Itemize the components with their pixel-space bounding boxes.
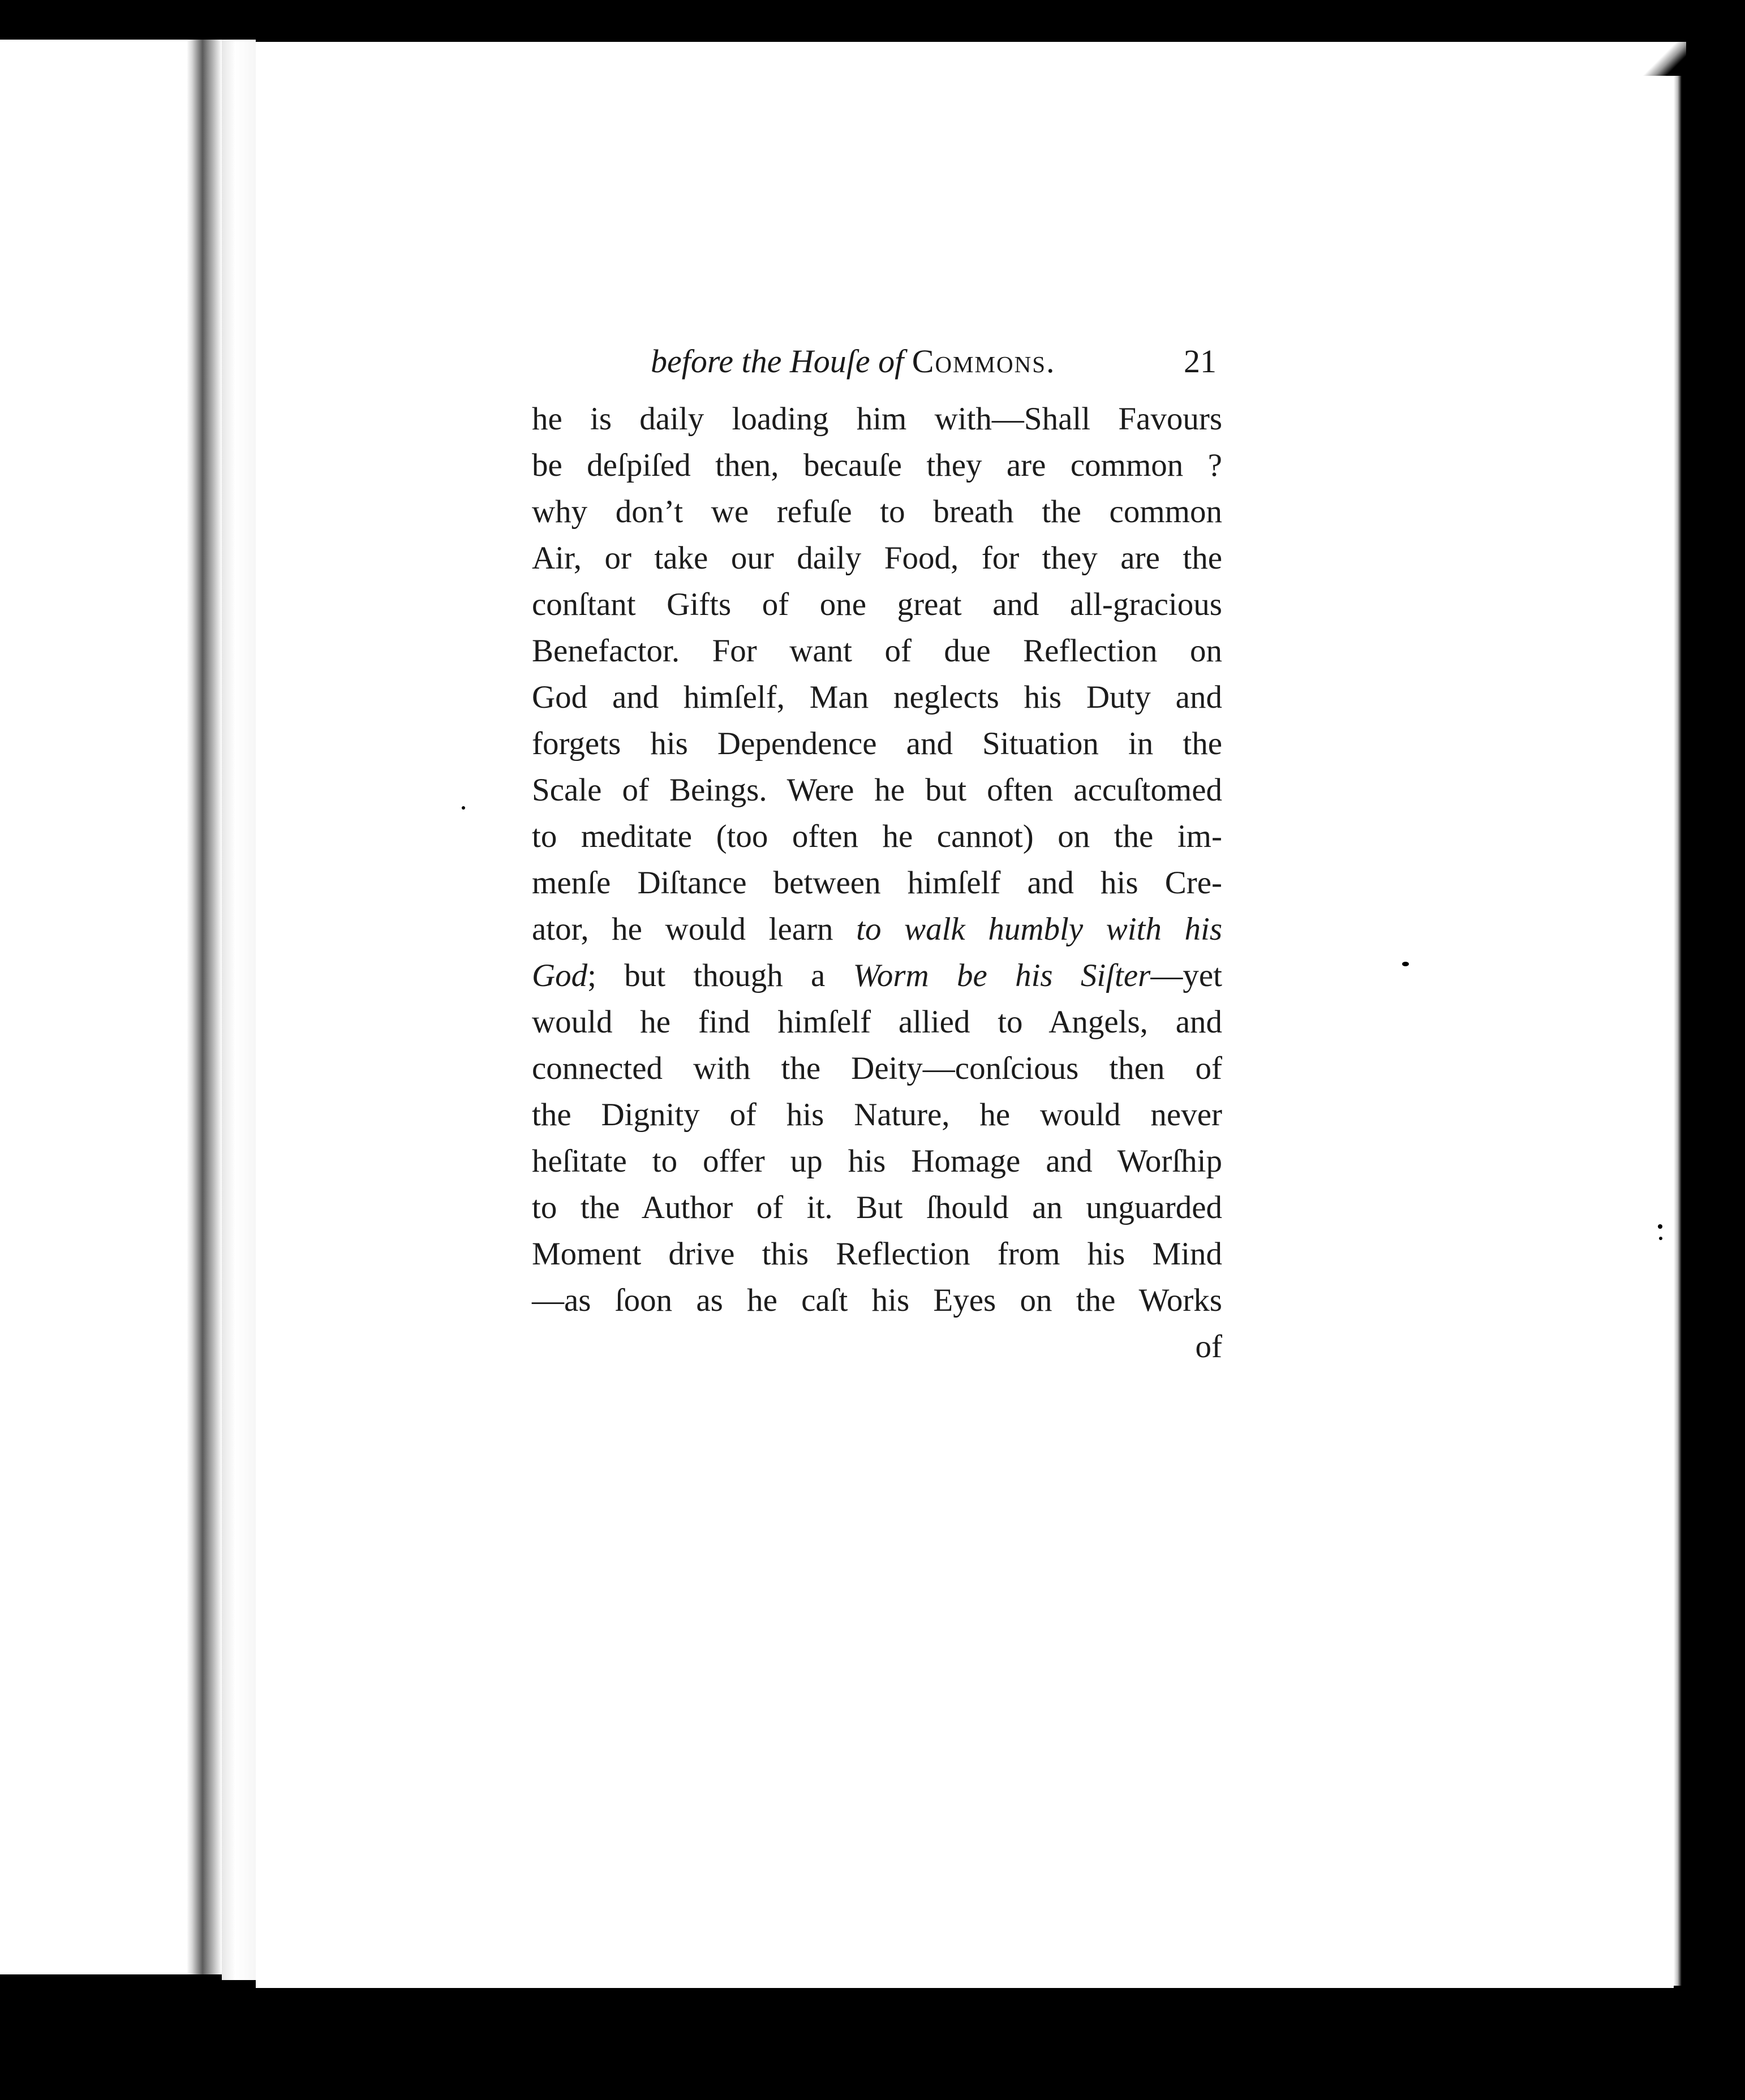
text-line: Air, or take our daily Food, for they are the	[532, 540, 1222, 576]
text-line: the Dignity of his Nature, he would never	[532, 1097, 1222, 1133]
text-line: menſe Diſtance between himſelf and his Cre-	[532, 865, 1222, 901]
catchword: of	[1195, 1329, 1222, 1365]
binding-gutter	[222, 40, 256, 1980]
text-line: would he find himſelf allied to Angels, and	[532, 1004, 1222, 1040]
text-run: ator, he would learn	[532, 911, 857, 947]
scan-speck	[462, 806, 465, 810]
text-line: to the Author of it. But ſhould an unguarded	[532, 1190, 1222, 1225]
text-line: why don’t we refuſe to breath the common	[532, 494, 1222, 530]
binding-gutter-shadow	[187, 40, 222, 1974]
text-line: forgets his Dependence and Situation in the	[532, 726, 1222, 761]
text-line: Moment drive this Reflection from his Mind	[532, 1236, 1222, 1272]
text-line: —as ſoon as he caſt his Eyes on the Works	[532, 1283, 1222, 1318]
running-head-commons: Commons.	[912, 343, 1056, 380]
text-line: Scale of Beings. Were he but often accuſtomed	[532, 772, 1222, 808]
running-head-of: of	[878, 343, 904, 380]
italic-phrase: to walk humbly with his	[856, 911, 1222, 947]
running-head-house: Houſe	[789, 343, 870, 380]
running-head	[651, 336, 1208, 387]
text-line	[532, 906, 1222, 953]
text-line	[532, 953, 1222, 999]
italic-word: God	[532, 958, 588, 993]
text-line: he is daily loading him with—Shall Favours	[532, 401, 1222, 437]
italic-phrase: Worm be his Siſter	[853, 958, 1151, 993]
text-line: Benefactor. For want of due Reflection on	[532, 633, 1222, 669]
running-head-before: before the	[651, 343, 782, 380]
text-line: God and himſelf, Man neglects his Duty and	[532, 679, 1222, 715]
text-run: —yet	[1150, 958, 1222, 993]
scan-speck	[1659, 1237, 1662, 1240]
text-line: conſtant Gifts of one great and all-gracious	[532, 587, 1222, 622]
scan-speck	[1696, 638, 1702, 651]
page-number: 21	[1184, 343, 1217, 380]
text-line: connected with the Deity—conſcious then of	[532, 1051, 1222, 1086]
page-right-edge	[1674, 57, 1682, 1986]
text-line: heſitate to offer up his Homage and Worſhip	[532, 1143, 1222, 1179]
text-run: ; but though a	[587, 958, 853, 993]
page-fold-corner	[1641, 42, 1686, 76]
body-text	[532, 396, 1222, 1370]
text-line: to meditate (too often he cannot) on the im-	[532, 819, 1222, 854]
scan-speck	[1658, 1224, 1662, 1229]
text-line: be deſpiſed then, becauſe they are common ?	[532, 447, 1222, 483]
scan-speck	[1402, 962, 1409, 966]
